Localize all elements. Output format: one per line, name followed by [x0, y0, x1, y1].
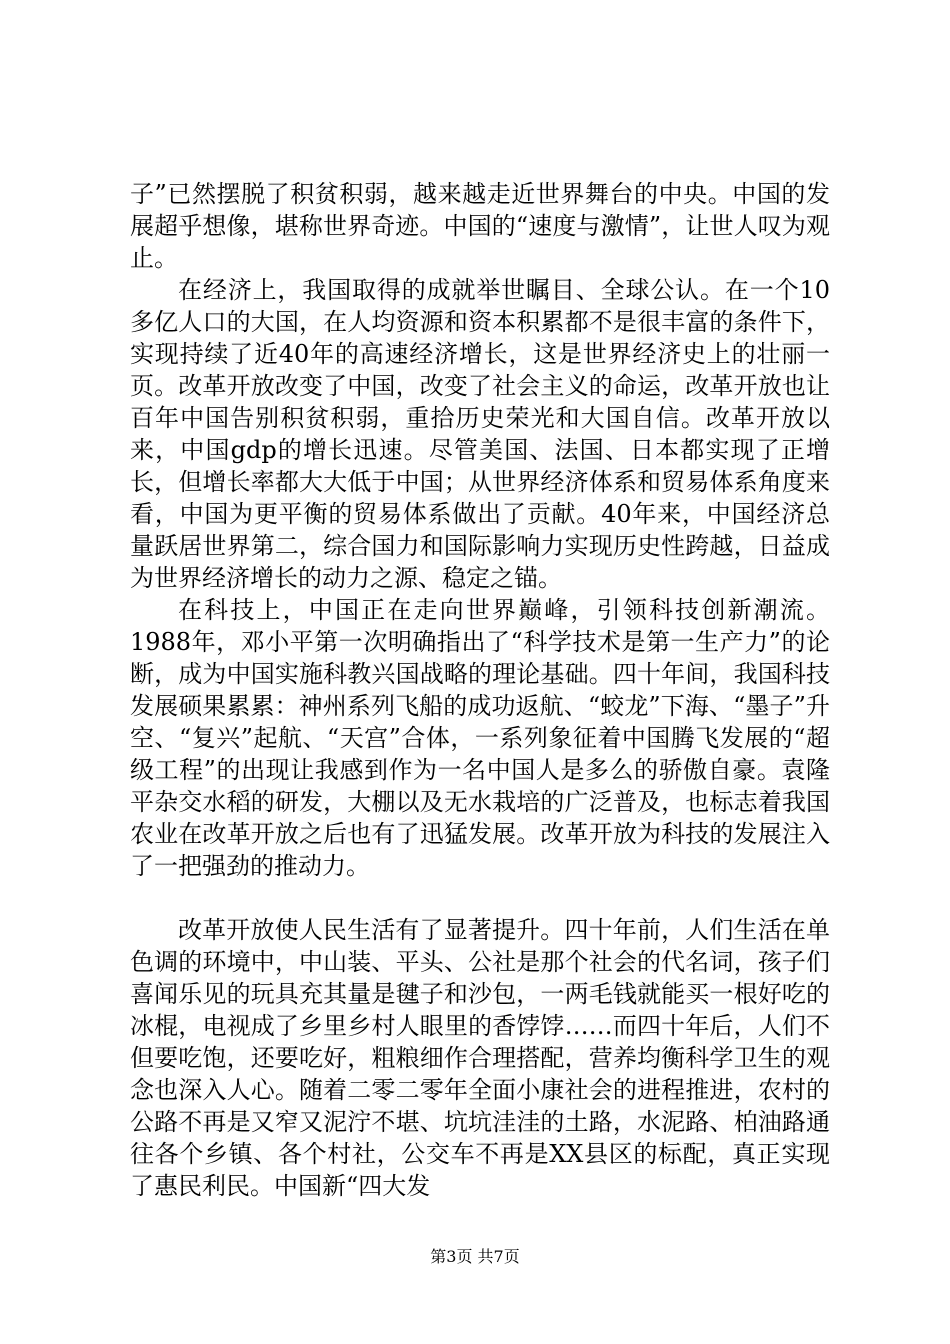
- page-number-footer: 第3页 共7页: [430, 1247, 520, 1266]
- paragraph-technology: 在科技上，中国正在走向世界巅峰，引领科技创新潮流。1988年，邓小平第一次明确指出了“科学技术是第一生产力”的论断，成为中国实施科教兴国战略的理论基础。四十年间，我国科技发展硕果累累：神州系列飞船的成功返航、“蛟龙”下海、“墨子”升空、“复兴”起航、“天宫”合体，一系列象征着中国腾飞发展的“超级工程”的出现让我感到作为一名中国人是多么的骄傲自豪。袁隆平杂交水稻的研发，大棚以及无水栽培的广泛普及，也标志着我国农业在改革开放之后也有了迅猛发展。改革开放为科技的发展注入了一把强劲的推动力。: [130, 596, 830, 880]
- paragraph-economy: 在经济上，我国取得的成就举世瞩目、全球公认。在一个10多亿人口的大国，在人均资源和资本积累都不是很丰富的条件下，实现持续了近40年的高速经济增长，这是世界经济史上的壮丽一页。改革开放改变了中国，改变了社会主义的命运，改革开放也让百年中国告别积贫积弱，重拾历史荣光和大国自信。改革开放以来，中国gdp的增长迅速。尽管美国、法国、日本都实现了正增长，但增长率都大大低于中国；从世界经济体系和贸易体系角度来看，中国为更平衡的贸易体系做出了贡献。40年来，中国经济总量跃居世界第二，综合国力和国际影响力实现历史性跨越，日益成为世界经济增长的动力之源、稳定之锚。: [130, 276, 830, 592]
- document-body: [130, 178, 830, 1202]
- paragraph-livelihood: 改革开放使人民生活有了显著提升。四十年前，人们生活在单色调的环境中，中山装、平头、公社是那个社会的代名词，孩子们喜闻乐见的玩具充其量是毽子和沙包，一两毛钱就能买一根好吃的冰棍，电视成了乡里乡村人眼里的香饽饽……而四十年后，人们不但要吃饱，还要吃好，粗粮细作合理搭配，营养均衡科学卫生的观念也深入人心。随着二零二零年全面小康社会的进程推进，农村的公路不再是又窄又泥泞不堪、坑坑洼洼的土路，水泥路、柏油路通往各个乡镇、各个村社，公交车不再是XX县区的标配，真正实现了惠民利民。中国新“四大发: [130, 916, 830, 1200]
- paragraph-continuation: 子”已然摆脱了积贫积弱，越来越走近世界舞台的中央。中国的发展超乎想像，堪称世界奇迹。中国的“速度与激情”，让世人叹为观止。: [130, 180, 830, 272]
